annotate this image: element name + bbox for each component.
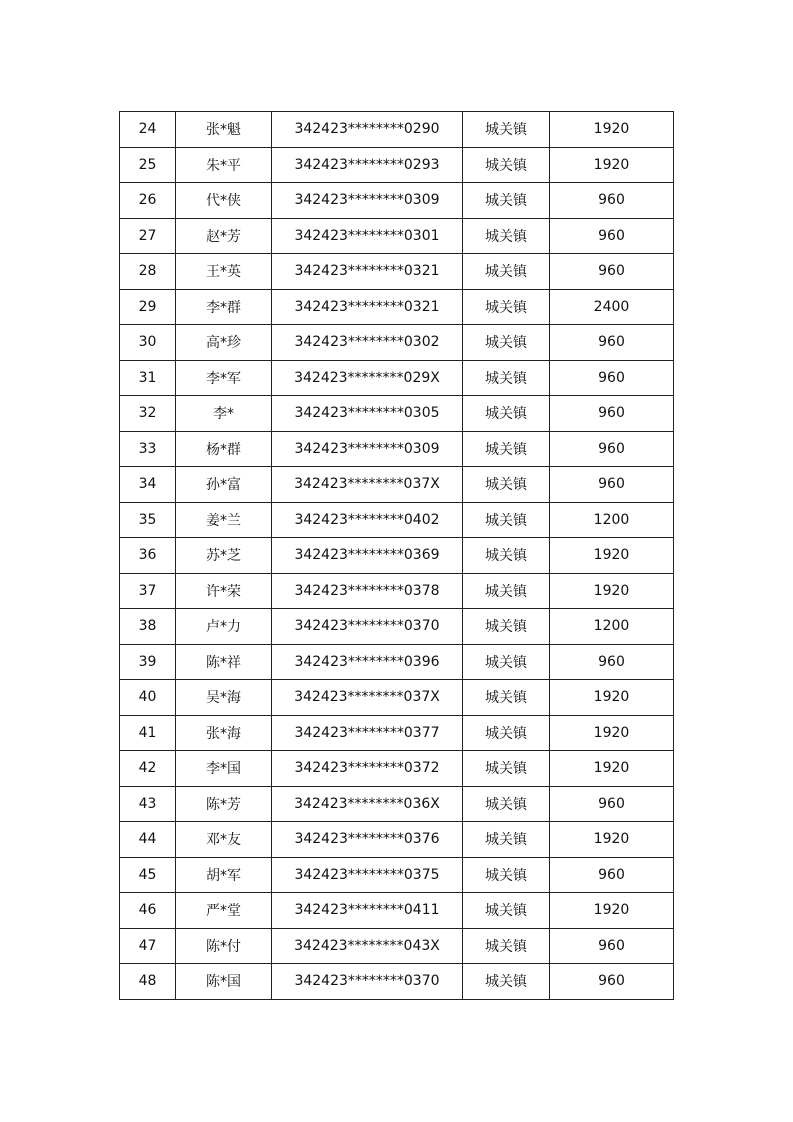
row-number: 31 [120,360,176,396]
name-cell: 陈*祥 [176,644,272,680]
name-cell: 李*国 [176,751,272,787]
amount-cell: 1920 [550,112,674,148]
table-row [120,715,674,751]
id-number-cell: 342423********0321 [272,289,463,325]
amount-cell: 960 [550,857,674,893]
amount-cell: 960 [550,964,674,1000]
row-number: 28 [120,254,176,290]
name-cell: 孙*富 [176,467,272,503]
id-number-cell: 342423********0293 [272,147,463,183]
town-cell: 城关镇 [463,928,550,964]
table-row [120,147,674,183]
id-number-cell: 342423********0369 [272,538,463,574]
table-row [120,644,674,680]
town-cell: 城关镇 [463,786,550,822]
town-cell: 城关镇 [463,467,550,503]
town-cell: 城关镇 [463,325,550,361]
id-number-cell: 342423********0372 [272,751,463,787]
id-number-cell: 342423********0411 [272,893,463,929]
table-row [120,431,674,467]
amount-cell: 1920 [550,573,674,609]
name-cell: 杨*群 [176,431,272,467]
town-cell: 城关镇 [463,609,550,645]
table-row [120,786,674,822]
name-cell: 李*群 [176,289,272,325]
row-number: 35 [120,502,176,538]
row-number: 34 [120,467,176,503]
id-number-cell: 342423********0376 [272,822,463,858]
row-number: 47 [120,928,176,964]
name-cell: 代*侠 [176,183,272,219]
name-cell: 姜*兰 [176,502,272,538]
amount-cell: 1200 [550,502,674,538]
amount-cell: 1200 [550,609,674,645]
id-number-cell: 342423********0370 [272,609,463,645]
amount-cell: 960 [550,254,674,290]
row-number: 26 [120,183,176,219]
row-number: 37 [120,573,176,609]
town-cell: 城关镇 [463,822,550,858]
id-number-cell: 342423********0377 [272,715,463,751]
subsidy-table [119,111,674,1000]
row-number: 42 [120,751,176,787]
name-cell: 朱*平 [176,147,272,183]
name-cell: 卢*力 [176,609,272,645]
row-number: 46 [120,893,176,929]
amount-cell: 1920 [550,751,674,787]
table-row [120,964,674,1000]
row-number: 27 [120,218,176,254]
town-cell: 城关镇 [463,893,550,929]
row-number: 32 [120,396,176,432]
amount-cell: 960 [550,396,674,432]
row-number: 30 [120,325,176,361]
name-cell: 陈*国 [176,964,272,1000]
town-cell: 城关镇 [463,964,550,1000]
row-number: 48 [120,964,176,1000]
town-cell: 城关镇 [463,396,550,432]
amount-cell: 1920 [550,893,674,929]
amount-cell: 960 [550,467,674,503]
row-number: 25 [120,147,176,183]
table-row [120,502,674,538]
table-row [120,751,674,787]
id-number-cell: 342423********0375 [272,857,463,893]
id-number-cell: 342423********043X [272,928,463,964]
amount-cell: 960 [550,325,674,361]
name-cell: 高*珍 [176,325,272,361]
town-cell: 城关镇 [463,680,550,716]
id-number-cell: 342423********036X [272,786,463,822]
id-number-cell: 342423********0302 [272,325,463,361]
name-cell: 李* [176,396,272,432]
name-cell: 邓*友 [176,822,272,858]
town-cell: 城关镇 [463,431,550,467]
amount-cell: 1920 [550,147,674,183]
table-row [120,893,674,929]
amount-cell: 1920 [550,680,674,716]
name-cell: 赵*芳 [176,218,272,254]
id-number-cell: 342423********029X [272,360,463,396]
town-cell: 城关镇 [463,360,550,396]
id-number-cell: 342423********0305 [272,396,463,432]
town-cell: 城关镇 [463,857,550,893]
town-cell: 城关镇 [463,147,550,183]
amount-cell: 960 [550,786,674,822]
amount-cell: 1920 [550,538,674,574]
name-cell: 许*荣 [176,573,272,609]
amount-cell: 960 [550,644,674,680]
table-row [120,325,674,361]
town-cell: 城关镇 [463,573,550,609]
amount-cell: 1920 [550,822,674,858]
row-number: 39 [120,644,176,680]
town-cell: 城关镇 [463,218,550,254]
table-row [120,573,674,609]
id-number-cell: 342423********0321 [272,254,463,290]
name-cell: 苏*芝 [176,538,272,574]
id-number-cell: 342423********0290 [272,112,463,148]
row-number: 38 [120,609,176,645]
name-cell: 李*军 [176,360,272,396]
amount-cell: 960 [550,218,674,254]
row-number: 41 [120,715,176,751]
town-cell: 城关镇 [463,289,550,325]
table-row [120,857,674,893]
row-number: 36 [120,538,176,574]
amount-cell: 1920 [550,715,674,751]
table-row [120,680,674,716]
id-number-cell: 342423********0309 [272,431,463,467]
table-row [120,183,674,219]
table-row [120,467,674,503]
name-cell: 严*堂 [176,893,272,929]
name-cell: 胡*军 [176,857,272,893]
table-row [120,538,674,574]
id-number-cell: 342423********0402 [272,502,463,538]
table-row [120,218,674,254]
amount-cell: 960 [550,360,674,396]
table-row [120,254,674,290]
table-row [120,289,674,325]
id-number-cell: 342423********037X [272,680,463,716]
table-row [120,360,674,396]
name-cell: 张*海 [176,715,272,751]
table-row [120,928,674,964]
name-cell: 王*英 [176,254,272,290]
id-number-cell: 342423********0309 [272,183,463,219]
name-cell: 陈*芳 [176,786,272,822]
table-row [120,112,674,148]
name-cell: 张*魁 [176,112,272,148]
town-cell: 城关镇 [463,502,550,538]
row-number: 24 [120,112,176,148]
town-cell: 城关镇 [463,751,550,787]
table-row [120,822,674,858]
amount-cell: 960 [550,928,674,964]
amount-cell: 960 [550,431,674,467]
town-cell: 城关镇 [463,183,550,219]
row-number: 40 [120,680,176,716]
name-cell: 陈*付 [176,928,272,964]
row-number: 45 [120,857,176,893]
id-number-cell: 342423********0301 [272,218,463,254]
row-number: 29 [120,289,176,325]
id-number-cell: 342423********0378 [272,573,463,609]
id-number-cell: 342423********0396 [272,644,463,680]
amount-cell: 960 [550,183,674,219]
row-number: 44 [120,822,176,858]
town-cell: 城关镇 [463,254,550,290]
row-number: 43 [120,786,176,822]
table-row [120,396,674,432]
row-number: 33 [120,431,176,467]
town-cell: 城关镇 [463,715,550,751]
table-row [120,609,674,645]
id-number-cell: 342423********037X [272,467,463,503]
id-number-cell: 342423********0370 [272,964,463,1000]
amount-cell: 2400 [550,289,674,325]
town-cell: 城关镇 [463,112,550,148]
town-cell: 城关镇 [463,538,550,574]
table-body [120,112,674,1000]
name-cell: 吴*海 [176,680,272,716]
town-cell: 城关镇 [463,644,550,680]
